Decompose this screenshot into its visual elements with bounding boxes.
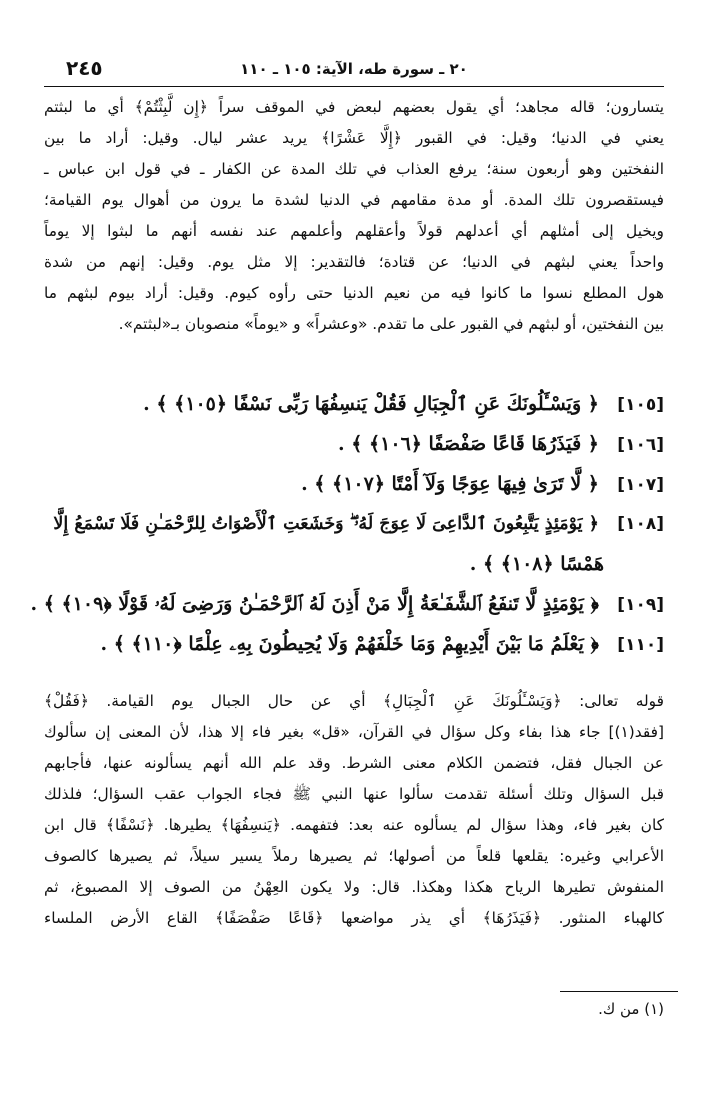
- text-line: بين النفختين، أو لبثهم في القبور على ما تقدم. «وعشراً» و «يوماً» منصوبان بـ«لبثتم».: [118, 315, 664, 333]
- text-line: يعني في الدنيا؛ وقيل: في القبور ﴿إِلَّا عَشْرًا﴾ يريد عشر ليال. وقيل: أراد ما بين: [44, 129, 664, 147]
- verse-text: ﴿ لَّا تَرَىٰ فِيهَا عِوَجًا وَلَآ أَمْتًا ﴿١٠٧﴾ ﴾ .: [301, 473, 599, 495]
- verse-text: ﴿ فَيَذَرُهَا قَاعًا صَفْصَفًا ﴿١٠٦﴾ ﴾ .: [338, 433, 599, 455]
- verse-text: هَمْسًا ﴿١٠٨﴾ ﴾ .: [469, 553, 604, 575]
- verse-number: [١٠٨]: [617, 514, 664, 534]
- verse-number: [١١٠]: [617, 635, 664, 655]
- text-line: قوله تعالى: ﴿وَيَسْـَٔلُونَكَ عَنِ ٱلْجِبَالِ﴾ أي عن حال الجبال يوم القيامة. ﴿فَقُلْ﴾: [44, 692, 664, 710]
- verse-text: ﴿ يَوْمَئِذٍ يَتَّبِعُونَ ٱلدَّاعِىَ لَا عِوَجَ لَهُۥ ۖ وَخَشَعَتِ ٱلْأَصْوَاتُ لِلرَّحْمَـٰنِ فَلَا تَسْمَعُ إِلَّا: [53, 514, 599, 534]
- text-line: [فقد(١)] جاء هذا بفاء وكل سؤال في القرآن، «قل» بغير فاء إلا هذا، لأن المعنى إن سألوك: [44, 723, 664, 741]
- footnote-divider: [560, 991, 678, 992]
- text-line: واحداً يعني لبثهم في الدنيا؛ عن قتادة؛ فالتقدير: إلا مثل يوم. وقيل: إنهم من شدة: [44, 253, 664, 271]
- verse-109: [30, 584, 664, 624]
- page-number: ٢٤٥: [66, 56, 103, 80]
- text-line: فيستقصرون تلك المدة. أو مدة مقامهم في الدنيا لشدة ما يرون من أهوال يوم القيامة؛: [44, 191, 664, 209]
- verse-number: [١٠٧]: [617, 475, 664, 495]
- text-line: النفختين وهو أربعون سنة؛ يرفع العذاب في تلك المدة عن الكفار ـ في قول ابن عباس ـ: [44, 160, 664, 178]
- verse-text: ﴿ وَيَسْـَٔلُونَكَ عَنِ ٱلْجِبَالِ فَقُلْ يَنسِفُهَا رَبِّى نَسْفًا ﴿١٠٥﴾ ﴾ .: [143, 393, 599, 415]
- text-line: المنفوش تطيرها الرياح هكذا وهكذا. قال: ولا يكون العِهْنُ من الصوف إلا المصبوغ، ثم: [44, 878, 664, 896]
- verse-text: ﴿ يَوْمَئِذٍ لَّا تَنفَعُ ٱلشَّفَـٰعَةُ إِلَّا مَنْ أَذِنَ لَهُ ٱلرَّحْمَـٰنُ وَرَضِىَ لَهُۥ قَوْلًا ﴿١٠٩﴾ ﴾ .: [30, 593, 599, 615]
- running-title: ٢٠ ـ سورة طه، الآية: ١٠٥ ـ ١١٠: [240, 60, 468, 78]
- verse-text: ﴿ يَعْلَمُ مَا بَيْنَ أَيْدِيهِمْ وَمَا خَلْفَهُمْ وَلَا يُحِيطُونَ بِهِۦ عِلْمًا ﴿١١٠﴾ ﴾ .: [100, 633, 599, 655]
- commentary-paragraph-2: [44, 686, 664, 934]
- text-line: قبل السؤال وتلك أسئلة تقدمت سألوا عنها النبي ﷺ فجاء الجواب عقب السؤال؛ فلذلك: [44, 785, 664, 803]
- commentary-paragraph-1: [44, 92, 664, 340]
- text-line: يتسارون؛ قاله مجاهد؛ أي يقول بعضهم لبعض في الموقف سراً ﴿إِن لَّبِثْتُمْ﴾ أي ما لبثتم: [44, 98, 664, 116]
- verse-107: [44, 464, 664, 504]
- verse-108-continuation: [44, 544, 664, 584]
- verse-108: [44, 504, 664, 544]
- verses-block: [30, 384, 664, 664]
- text-line: كالهباء المنثور. ﴿فَيَذَرُهَا﴾ أي يذر مواضعها ﴿قَاعًا صَفْصَفًا﴾ القاع الأرض الملساء: [44, 909, 664, 927]
- text-line: عن الجبال فقل، فتضمن الكلام معنى الشرط. وقد علم الله أنهم يسألونه عنها، فأجابهم: [44, 754, 664, 772]
- verse-number: [١٠٥]: [617, 395, 664, 415]
- verse-106: [44, 424, 664, 464]
- text-line: ويخيل إلى أمثلهم أي أعدلهم قولاً وأعقلهم وأعلمهم عند نفسه أنهم ما لبثوا إلا يوماً: [44, 222, 664, 240]
- text-line: كان بغير فاء، وهذا سؤال لم يسألوه عنه بعد: فتفهمه. ﴿يَنسِفُهَا﴾ يطيرها. ﴿نَسْفًا﴾ قال ابن: [44, 816, 664, 834]
- text-line: الأعرابي وغيره: يقلعها قلعاً من أصولها؛ ثم يصيرها رملاً يسير سيلاً، ثم يصيرها كالصوف: [44, 847, 664, 865]
- verse-number: [١٠٦]: [617, 435, 664, 455]
- verse-110: [44, 624, 664, 664]
- footnote: (١) من ك.: [598, 1000, 664, 1018]
- verse-number: [١٠٩]: [617, 595, 664, 615]
- text-line: هول المطلع نسوا ما كانوا فيه من نعيم الدنيا حتى رأوه كيوم. وقيل: أراد بيوم لبثهم ما: [44, 284, 664, 302]
- verse-105: [44, 384, 664, 424]
- page-header: [44, 52, 664, 87]
